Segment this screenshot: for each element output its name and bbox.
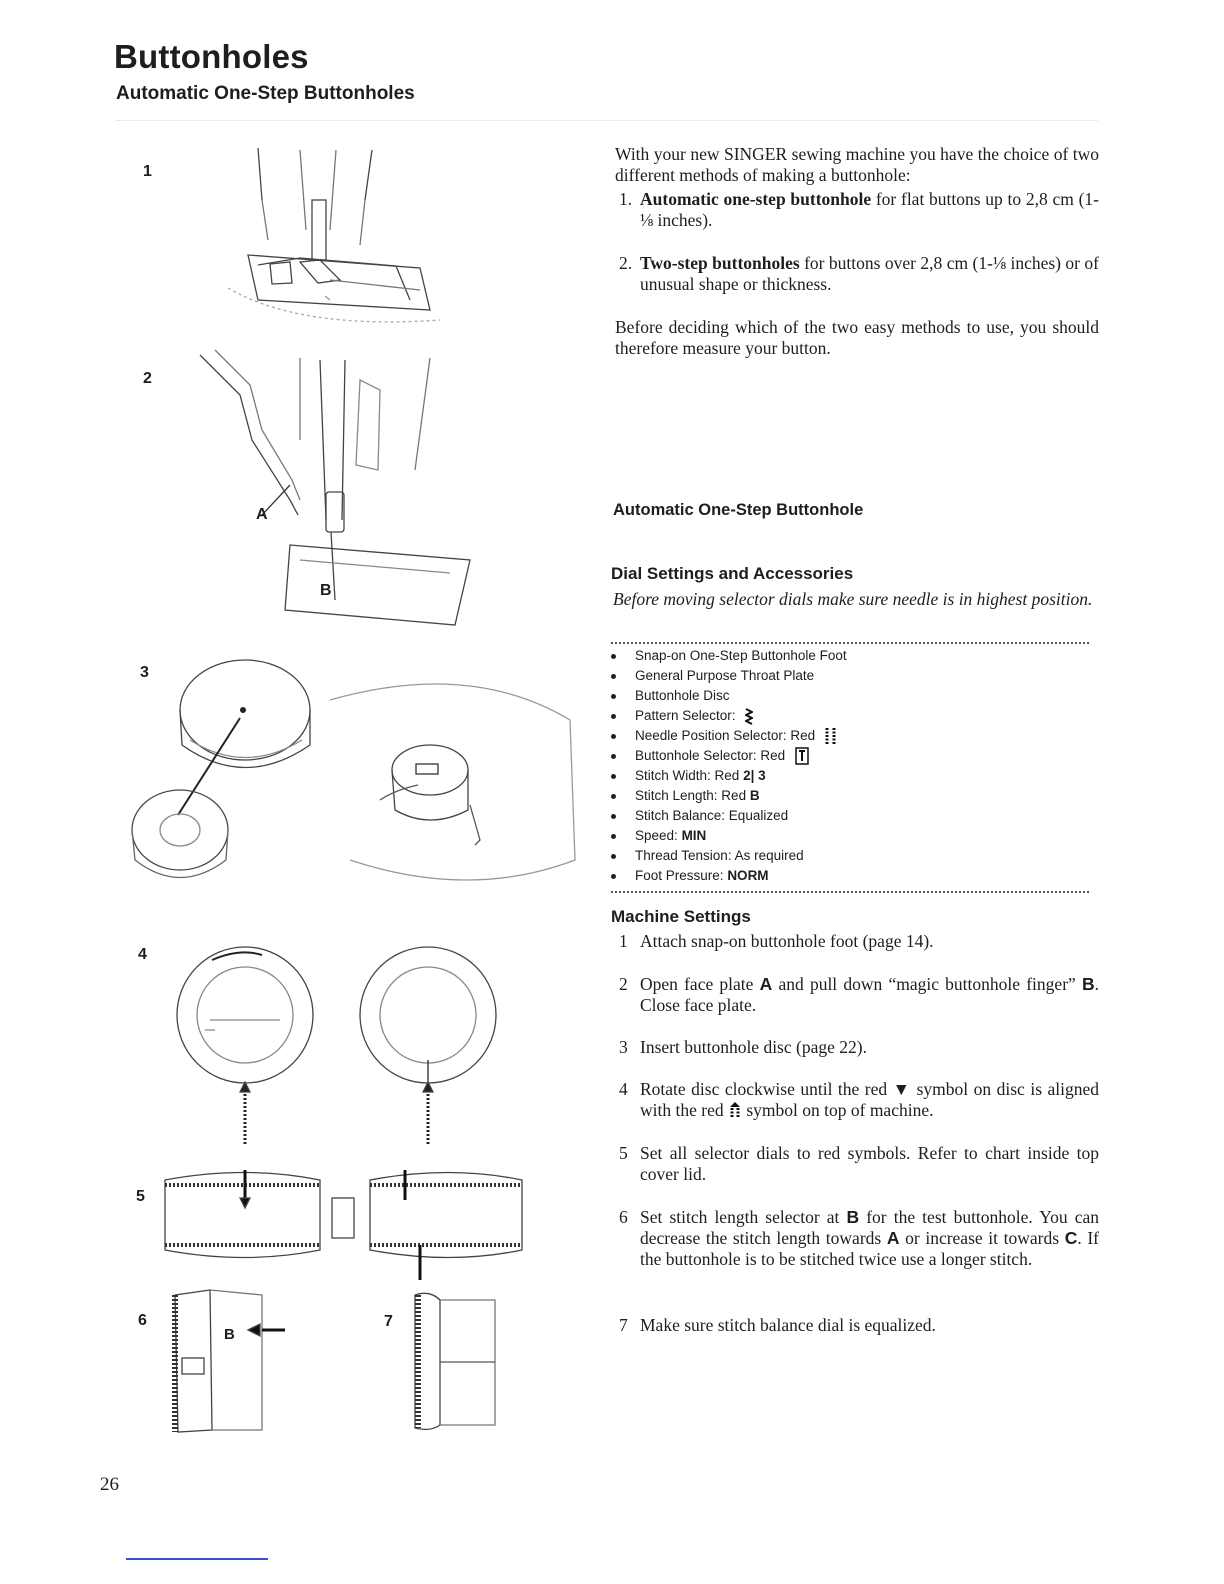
option-term: Automatic one-step buttonhole — [640, 189, 872, 209]
callout-b: B — [320, 582, 332, 599]
page-subtitle: Automatic One-Step Buttonholes — [116, 83, 415, 104]
page-number: 26 — [100, 1474, 119, 1495]
list-item: General Purpose Throat Plate — [611, 666, 847, 686]
figure-number: 4 — [138, 946, 147, 963]
needle-note: Before moving selector dials make sure needle is in highest position. — [613, 589, 1093, 609]
buttonhole-selector-symbol-icon — [795, 747, 809, 765]
option-1 — [615, 189, 1099, 231]
step-3: 3 Insert buttonhole disc (page 22). — [619, 1037, 867, 1057]
list-divider-bottom — [611, 891, 1089, 893]
step-2: 2 Open face plate A and pull down “magic buttonhole finger” B. Close face plate. — [619, 974, 1099, 1015]
machine-settings-heading: Machine Settings — [611, 907, 751, 926]
intro-paragraph: With your new SINGER sewing machine you have the choice of two different methods of making a buttonhole: — [615, 144, 1099, 185]
accessories-list — [611, 646, 847, 886]
list-divider-top — [611, 642, 1089, 644]
footer-line — [126, 1558, 268, 1560]
list-item: Stitch Length: Red B — [611, 786, 847, 806]
stitch-width-value: 2| 3 — [743, 768, 766, 783]
option-text: for flat buttons up to 2,8 cm (1-⅛ inches). — [640, 189, 1099, 230]
figure-number: 6 — [138, 1312, 147, 1329]
figure-number: 5 — [136, 1188, 145, 1205]
list-item: Speed: MIN — [611, 826, 847, 846]
option-number: 1. — [619, 189, 633, 209]
page-title: Buttonholes — [114, 38, 309, 75]
step-7: 7 Make sure stitch balance dial is equalized. — [619, 1315, 936, 1335]
list-item: Buttonhole Selector: Red — [611, 746, 847, 766]
figure-number: 2 — [143, 370, 152, 387]
figure-number: 3 — [140, 664, 149, 681]
fig2-face-plate-drawing — [200, 296, 470, 625]
list-item: Stitch Width: Red 2| 3 — [611, 766, 847, 786]
machine-top-symbol-icon — [728, 1102, 742, 1118]
fig1-presser-foot-drawing — [228, 148, 440, 322]
fig6-7-dials-drawing — [175, 1290, 495, 1432]
figure-number: 1 — [143, 163, 152, 180]
section-heading: Automatic One-Step Buttonhole — [613, 501, 864, 519]
fig5-selector-dials-drawing — [165, 1170, 522, 1280]
fig4-disc-alignment-drawing — [177, 947, 496, 1145]
option-text: for buttons over 2,8 cm (1-⅛ inches) or of unusual shape or thickness. — [640, 253, 1099, 294]
figure-number: 7 — [384, 1313, 393, 1330]
step-5: 5 Set all selector dials to red symbols. Refer to chart inside top cover lid. — [619, 1143, 1099, 1184]
step-4: 4 Rotate disc clockwise until the red ▼ symbol on disc is aligned with the red symbol on top of machine. — [619, 1079, 1100, 1120]
stitch-length-b-label: B — [224, 1326, 235, 1343]
list-item: Buttonhole Disc — [611, 686, 847, 706]
option-number: 2. — [619, 253, 633, 273]
list-item: Pattern Selector: — [611, 706, 847, 726]
needle-position-symbol-icon — [825, 727, 837, 745]
option-2 — [615, 253, 1099, 295]
option-term: Two-step buttonholes — [640, 253, 800, 273]
fig3-disc-drawing — [132, 660, 575, 880]
step-1: 1 Attach snap-on buttonhole foot (page 14). — [619, 931, 934, 951]
red-triangle-icon: ▼ — [892, 1079, 912, 1099]
list-item: Foot Pressure: NORM — [611, 866, 847, 886]
list-item: Needle Position Selector: Red — [611, 726, 847, 746]
pattern-symbol-icon — [745, 707, 753, 725]
dial-settings-heading: Dial Settings and Accessories — [611, 564, 854, 583]
illustrations — [0, 0, 610, 1470]
list-item: Stitch Balance: Equalized — [611, 806, 847, 826]
step-6: 6 Set stitch length selector at B for the test buttonhole. You can decrease the stitch length towards A or increase it towards C. If the buttonhole is to be stitched twice use a longer stitch. — [619, 1207, 1099, 1269]
foot-pressure-value: NORM — [727, 868, 769, 883]
callout-a: A — [256, 506, 268, 523]
stitch-length-value: B — [749, 788, 760, 803]
closing-paragraph: Before deciding which of the two easy methods to use, you should therefore measure your button. — [615, 317, 1099, 358]
speed-value: MIN — [681, 828, 707, 843]
list-item: Snap-on One-Step Buttonhole Foot — [611, 646, 847, 666]
list-item: Thread Tension: As required — [611, 846, 847, 866]
